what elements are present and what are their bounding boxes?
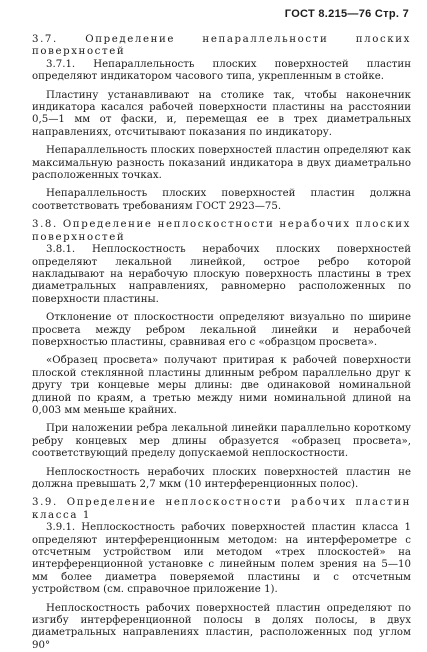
paragraph: Неплоскостность рабочих поверхностей пластин определяют по изгибу интерференционной полосы в долях полосы, в двух диаметральных направлениях пластин, расположенных под углом 90° (32, 602, 411, 651)
paragraph: 3.8.1. Неплоскостность нерабочих плоских поверхностей определяют лекальной линейкой, острое ребро которой накладывают на нерабочую плоскую поверхность пластины в трех диаметральных направлениях, равномерно расположенных по поверхности пластины. (32, 244, 411, 305)
paragraph: Непараллельность плоских поверхностей пластин должна соответствовать требованиям ГОСТ 2923—75. (32, 188, 411, 212)
paragraph: Отклонение от плоскостности определяют визуально по ширине просвета между ребром лекальной линейки и нерабочей поверхностью пластины, сравнивая его с «образцом просвета». (32, 312, 411, 348)
section-title-3-9: 3.9. Определение неплоскостности рабочих пластин класса 1 (32, 497, 411, 521)
paragraph: При наложении ребра лекальной линейки параллельно короткому ребру концевых мер длины образуется «образец просвета», соответствующий пределу допускаемой неплоскостности. (32, 423, 411, 460)
section-title-3-8: 3.8. Определение неплоскостности нерабочих плоских поверхностей (32, 219, 411, 243)
paragraph: Неплоскостность нерабочих плоских поверхностей пластин не должна превышать 2,7 мкм (10 интерференционных полос). (32, 466, 411, 490)
paragraph: Непараллельность плоских поверхностей пластин определяют как максимальную разность показаний индикатора в двух диаметрально расположенных точках. (32, 145, 411, 182)
section-title-3-7: 3.7. Определение непараллельности плоских поверхностей (32, 34, 411, 58)
paragraph: «Образец просвета» получают притирая к рабочей поверхности плоской стеклянной пластины длинным ребром параллельно друг к другу три концевые меры длины: две одинаковой номинальной длиной по краям, а третью между ними номинальной длиной на 0,003 мм меньше крайних. (32, 355, 411, 416)
paragraph: Пластину устанавливают на столике так, чтобы наконечник индикатора касался рабочей поверхности пластины на расстоянии 0,5—1 мм от фаски, и, перемещая ее в трех диаметральных направлениях, отсчитывают показания по индикатору. (32, 89, 411, 138)
paragraph: 3.7.1. Непараллельность плоских поверхностей пластин определяют индикатором часового типа, укрепленным в стойке. (32, 58, 411, 83)
page-header: ГОСТ 8.215—76 Стр. 7 (284, 8, 409, 20)
paragraph: 3.9.1. Неплоскостность рабочих поверхностей пластин класса 1 определяют интерференционным методом: на интерферометре с отсчетным устройством или методом «трех плоскостей» на интерференционной установке с линейным полем зрения на 5—10 мм более диаметра поверяемой пластины и с отсчетным устройством (см. справочное приложение 1). (32, 522, 411, 596)
